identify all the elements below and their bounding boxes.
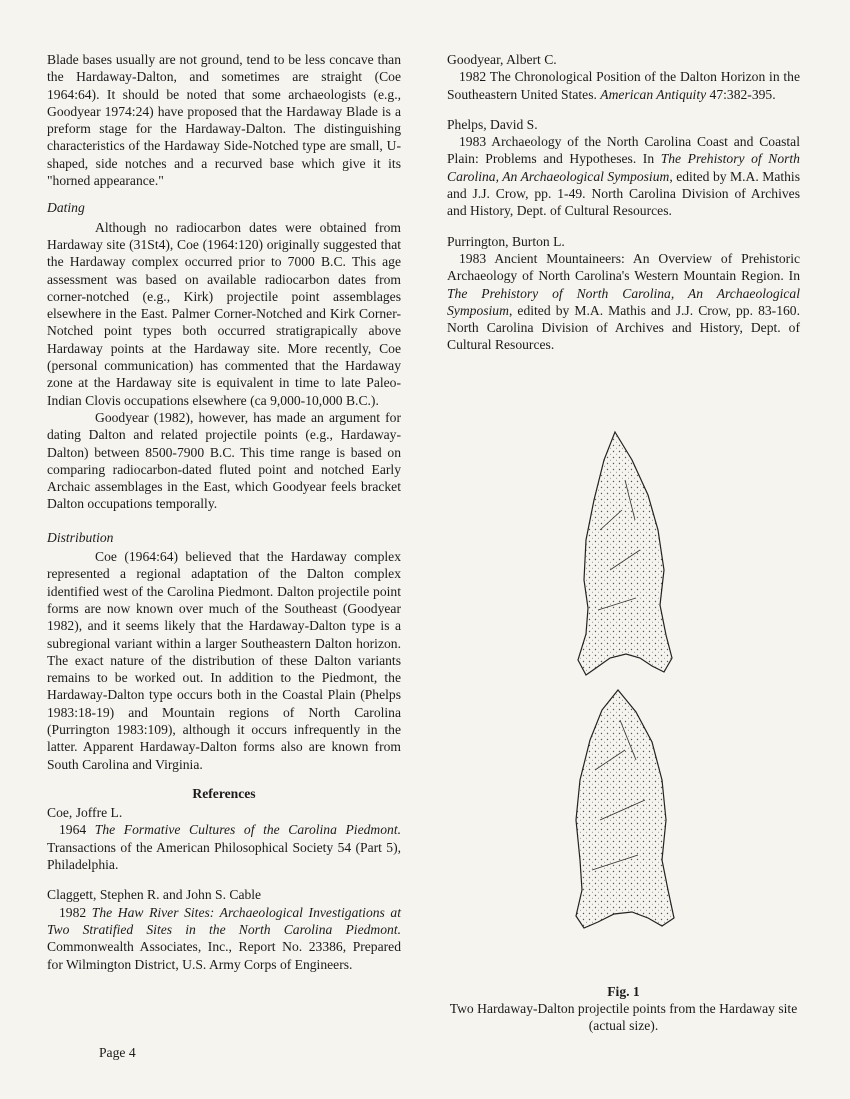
reference-body: 1982 The Chronological Position of the Dalton Horizon in the Southeastern United States. American Antiquity 47:382-395. (447, 69, 800, 102)
projectile-point-upper (578, 432, 672, 675)
projectile-points-illustration (540, 420, 710, 980)
references-heading: References (192, 785, 256, 801)
body-paragraph: Goodyear (1982), however, has made an argument for dating Dalton and related projectile points (e.g., Hardaway-Dalton) between 8500-7900 B.C. This time range is based on comparing radiocarbon-dated fluted point and notched Early Archaic assemblages in the East, which Goodyear feels bracket Dalton occupations temporally. (47, 409, 401, 512)
body-paragraph: Blade bases usually are not ground, tend to be less concave than the Hardaway-Dalton, and sometimes are straight (Coe 1964:64). It should be noted that some archaeologists (e.g., Goodyear 1974:24) have proposed that the Hardaway Blade is a preform stage for the Hardaway-Dalton. The distinguishing characteristics of the Hardaway Side-Notched type are small, U-shaped, side notches and a recurved base which give it its "horned appearance." (47, 52, 401, 189)
reference-entry (47, 886, 401, 972)
body-paragraph: Although no radiocarbon dates were obtained from Hardaway site (31St4), Coe (1964:120) originally suggested that the Hardaway complex occurred prior to 7000 B.C. This age assessment was based on available radiocarbon dates from corner-notched (e.g., Kirk) projectile point assemblages elsewhere in the East. Palmer Corner-Notched and Kirk Corner-Notched point types both occurred stratigrapically above Hardaway points at the Hardaway site. More recently, Coe (personal communication) has commented that the Hardaway zone at the Hardaway site is equivalent in time to late Paleo-Indian Clovis occupations elsewhere (ca 9,000-10,000 B.C.). (47, 219, 401, 408)
reference-author: Phelps, David S. (447, 116, 538, 132)
section-heading-dating: Dating (47, 200, 85, 216)
page-number: Page 4 (99, 1045, 136, 1060)
reference-entry (447, 116, 800, 220)
left-column (47, 51, 401, 986)
reference-entry (47, 804, 401, 873)
section-heading-distribution: Distribution (47, 529, 114, 545)
reference-body: 1983 Ancient Mountaineers: An Overview of Prehistoric Archaeology of North Carolina's Western Mountain Region. In The Prehistory of North Carolina, An Archaeological Symposium, edited by M.A. Mathis and J.J. Crow, pp. 83-160. North Carolina Division of Archives and History, Dept. of Cultural Resources. (447, 250, 800, 353)
right-column (447, 51, 800, 367)
reference-author: Purrington, Burton L. (447, 233, 565, 249)
reference-body: 1982 The Haw River Sites: Archaeological Investigations at Two Stratified Sites in the North Carolina Piedmont. Commonwealth Associates, Inc., Report No. 23386, Prepared for Wilmington District, U.S. Army Corps of Engineers. (47, 904, 401, 972)
reference-body: 1964 The Formative Cultures of the Carolina Piedmont. Transactions of the American Philosophical Society 54 (Part 5), Philadelphia. (47, 822, 401, 873)
reference-entry (447, 51, 800, 103)
figure-label: Fig. 1 (607, 984, 640, 999)
body-paragraph: Coe (1964:64) believed that the Hardaway complex represented a regional adaptation of the Dalton complex identified west of the Carolina Piedmont. Dalton projectile point forms are now known over much of the Southeast (Goodyear 1982), and it seems likely that the Hardaway-Dalton type is a subregional variant within a larger Southeastern Dalton horizon. The exact nature of the distribution of these Dalton variants remains to be worked out. In addition to the Piedmont, the Hardaway-Dalton type occurs both in the Coastal Plain (Phelps 1983:18-19) and Mountain regions of North Carolina (Purrington 1983:109), although it occurs infrequently in the latter. Apparent Hardaway-Dalton forms also are known from South Carolina and Virginia. (47, 549, 401, 772)
reference-author: Claggett, Stephen R. and John S. Cable (47, 887, 262, 903)
reference-body: 1983 Archaeology of the North Carolina Coast and Coastal Plain: Problems and Hypotheses. In The Prehistory of North Carolina, An Archaeological Symposium, edited by M.A. Mathis and J.J. Crow, pp. 1-49. North Carolina Division of Archives and History, Dept. of Cultural Resources. (447, 134, 800, 219)
figure-caption (447, 983, 800, 1034)
reference-entry (447, 233, 800, 354)
reference-author: Coe, Joffre L. (47, 805, 123, 821)
reference-author: Goodyear, Albert C. (447, 52, 557, 67)
figure-caption-text: Two Hardaway-Dalton projectile points from the Hardaway site (actual size). (449, 1001, 798, 1033)
projectile-point-lower (576, 690, 674, 928)
